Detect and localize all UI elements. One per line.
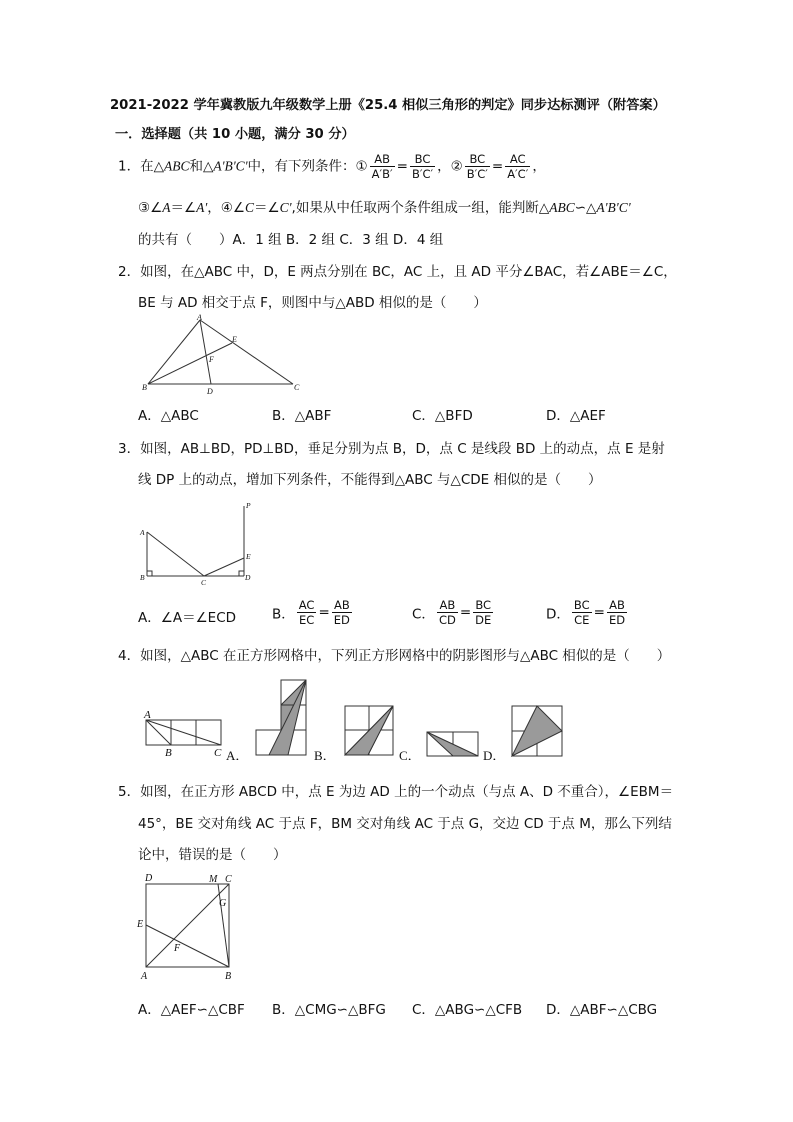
- q2-label-e: E: [232, 335, 237, 344]
- q3-label-c: C: [201, 578, 207, 587]
- q2-line2: BE 与 AD 相交于点 F，则图中与△ABD 相似的是（ ）: [138, 295, 487, 311]
- q2-option-b[interactable]: B．△ABF: [272, 408, 332, 424]
- q2-label-a: A: [197, 313, 202, 322]
- q4-line1: 4．如图，△ABC 在正方形网格中，下列正方形网格中的阴影图形与△ABC 相似的是（ ）: [118, 648, 671, 664]
- q2-line1: 2．如图，在△ABC 中，D，E 两点分别在 BC，AC 上，且 AD 平分∠BAC，若∠ABE＝∠C，: [118, 264, 677, 280]
- q3-option-d[interactable]: D． $\frac{BC}{CE}$ = $\frac{AB}{ED}$: [546, 598, 626, 627]
- q2-label-f: F: [209, 355, 214, 364]
- q3-label-a: A: [140, 528, 145, 537]
- q5-line3: 论中，错误的是（ ）: [138, 847, 287, 863]
- q1-line3: 的共有（ ）A．1 组 B．2 组 C．3 组 D．4 组: [138, 232, 444, 248]
- q4-option-c-grid: [427, 732, 478, 756]
- section-heading: 一．选择题（共 10 小题，满分 30 分）: [115, 127, 355, 142]
- q4-option-c-letter: C．: [399, 748, 421, 760]
- q4-label-b: B: [165, 747, 172, 759]
- q2-option-c[interactable]: C．△BFD: [412, 408, 473, 424]
- q5-option-b[interactable]: B．△CMG∽△BFG: [272, 1002, 386, 1018]
- q4-option-a-grid: [256, 680, 306, 755]
- q1-fraction-3: $\frac{BC}{B'C'}$: [466, 152, 488, 181]
- q5-label-b: B: [225, 971, 232, 982]
- q3-option-c[interactable]: C． $\frac{AB}{CD}$ = $\frac{BC}{DE}$: [412, 598, 492, 627]
- q3-option-b[interactable]: B． $\frac{AC}{EC}$ = $\frac{AB}{ED}$: [272, 598, 350, 627]
- q4-option-b-letter: B．: [314, 748, 336, 760]
- q3-option-a[interactable]: A．∠A＝∠ECD: [138, 610, 237, 626]
- q2-label-b: B: [142, 383, 147, 392]
- q5-label-f: F: [174, 943, 181, 954]
- q5-label-d: D: [145, 873, 153, 884]
- q4-label-c: C: [214, 747, 222, 759]
- q1-fraction-1: $\frac{AB}{A'B'}$: [371, 152, 393, 181]
- q1-fraction-4: $\frac{AC}{A'C'}$: [507, 152, 529, 181]
- q5-line2: 45°，BE 交对角线 AC 于点 F，BM 交对角线 AC 于点 G，交边 CD 于点 M，那么下列结: [138, 816, 672, 832]
- q4-option-a-letter: A．: [226, 748, 249, 760]
- document-title: 2021-2022 学年冀教版九年级数学上册《25.4 相似三角形的判定》同步达标测评（附答案）: [110, 98, 666, 113]
- q1-fraction-2: $\frac{BC}{B'C'}$: [411, 152, 434, 181]
- q5-line1: 5．如图，在正方形 ABCD 中，点 E 为边 AD 上的一个动点（与点 A、D 不重合），∠EBM＝: [118, 784, 674, 800]
- q5-option-c[interactable]: C．△ABG∽△CFB: [412, 1002, 523, 1018]
- q5-label-m: M: [209, 874, 218, 885]
- q2-option-a[interactable]: A．△ABC: [138, 408, 199, 424]
- q4-original-grid: [146, 720, 221, 745]
- q4-option-d-letter: D．: [483, 748, 506, 760]
- q3-label-d: D: [245, 573, 251, 582]
- q5-option-d[interactable]: D．△ABF∽△CBG: [546, 1002, 658, 1018]
- q2-label-c: C: [294, 383, 300, 392]
- q2-option-d[interactable]: D．△AEF: [546, 408, 606, 424]
- q2-triangle-figure: [138, 312, 308, 394]
- q5-label-g: G: [219, 898, 227, 909]
- q4-label-a: A: [144, 709, 151, 721]
- q3-label-b: B: [140, 573, 145, 582]
- q5-label-e: E: [137, 919, 144, 930]
- q1-line1: 1．在△ABC和△A'B'C'中，有下列条件：① $\frac{AB}{A'B'}$ = $\frac{BC}{B'C'}$ ，② $\frac{BC}{B'C'}$ = $\frac{AC}{A'C'}$ ，: [118, 152, 546, 181]
- q5-label-c: C: [225, 874, 232, 885]
- q4-grid-figures: [138, 676, 588, 760]
- q5-option-a[interactable]: A．△AEF∽△CBF: [138, 1002, 245, 1018]
- q3-label-e: E: [246, 552, 251, 561]
- q2-label-d: D: [207, 387, 213, 394]
- q3-label-p: P: [246, 501, 251, 510]
- q1-line2: ③∠A＝∠A′，④∠C＝∠C',如果从中任取两个条件组成一组，能判断△ABC∽△A'B'C': [138, 200, 631, 216]
- q4-option-b-grid: [345, 706, 393, 755]
- q3-line2: 线 DP 上的动点，增加下列条件，不能得到△ABC 与△CDE 相似的是（ ）: [138, 472, 602, 488]
- q5-square-figure: [132, 868, 244, 984]
- q3-line1: 3．如图，AB⊥BD，PD⊥BD，垂足分别为点 B，D，点 C 是线段 BD 上的动点，点 E 是射: [118, 441, 665, 457]
- q4-option-d-grid: [512, 706, 562, 756]
- q5-label-a: A: [141, 971, 148, 982]
- q3-perpendicular-figure: [138, 498, 258, 588]
